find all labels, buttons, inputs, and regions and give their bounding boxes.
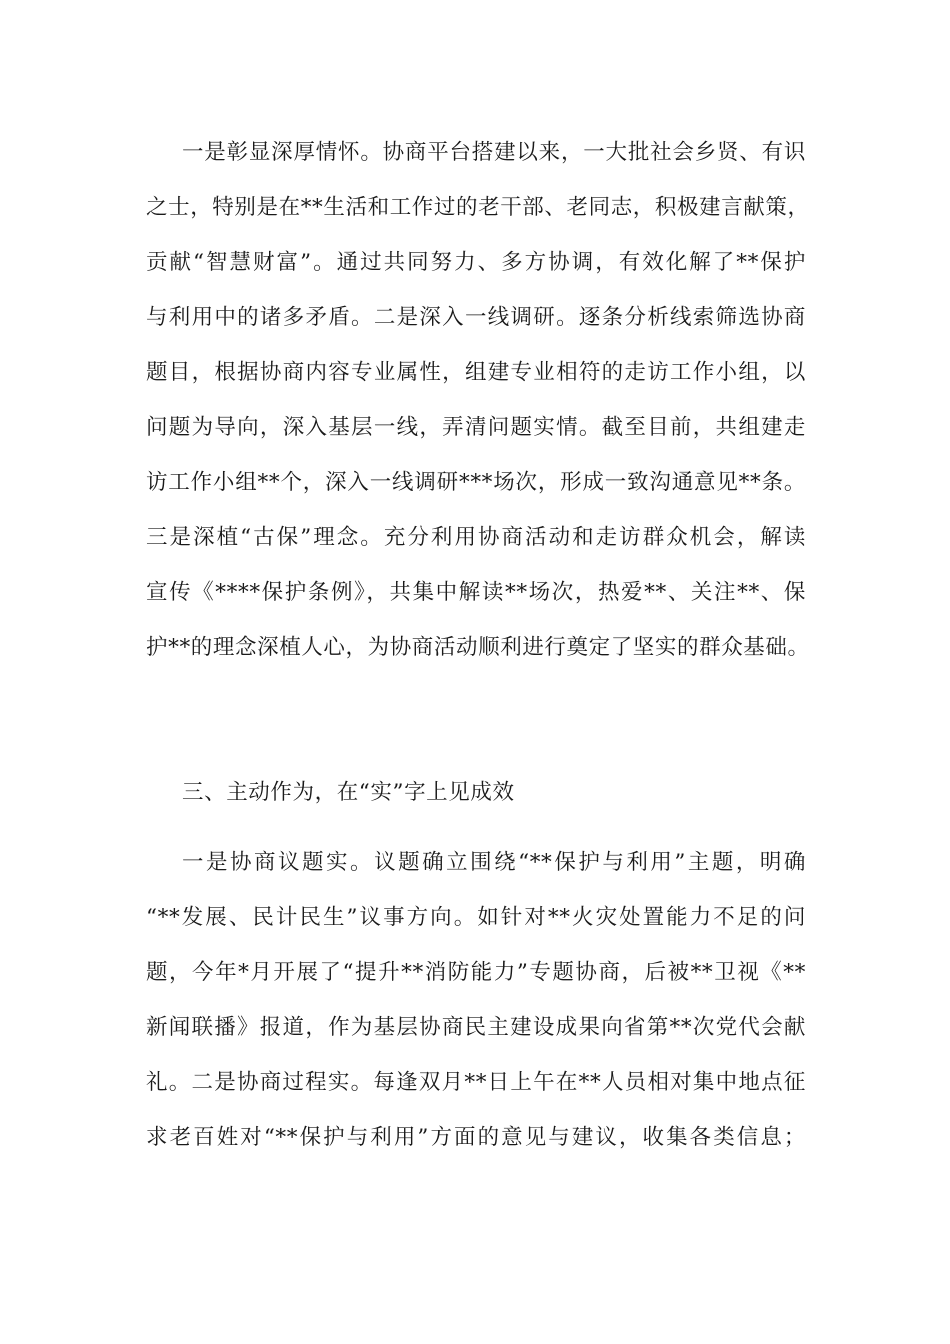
paragraph-2-line-4: 新闻联播》报道，作为基层协商民主建设成果向省第**次党代会献 — [146, 1015, 806, 1040]
paragraph-1-line-9: 宣传《****保护条例》，共集中解读**场次，热爱**、关注**、保 — [146, 580, 806, 605]
paragraph-1-line-1: 一是彰显深厚情怀。协商平台搭建以来，一大批社会乡贤、有识 — [182, 140, 806, 165]
paragraph-1-line-4: 与利用中的诸多矛盾。二是深入一线调研。逐条分析线索筛选协商 — [146, 305, 806, 330]
paragraph-1-line-10: 护**的理念深植人心，为协商活动顺利进行奠定了坚实的群众基础。 — [146, 635, 810, 660]
paragraph-2-line-3: 题，今年*月开展了“提升**消防能力”专题协商，后被**卫视《** — [146, 960, 806, 985]
paragraph-2-line-2: “**发展、民计民生”议事方向。如针对**火灾处置能力不足的问 — [146, 905, 806, 930]
paragraph-1-line-2: 之士，特别是在**生活和工作过的老干部、老同志，积极建言献策， — [146, 195, 810, 220]
paragraph-1-line-8: 三是深植“古保”理念。充分利用协商活动和走访群众机会，解读 — [146, 525, 806, 550]
paragraph-1-line-7: 访工作小组**个，深入一线调研***场次，形成一致沟通意见**条。 — [146, 470, 806, 495]
paragraph-1-line-5: 题目，根据协商内容专业属性，组建专业相符的走访工作小组，以 — [146, 360, 806, 385]
paragraph-1-line-6: 问题为导向，深入基层一线，弄清问题实情。截至目前，共组建走 — [146, 415, 806, 440]
section-heading: 三、主动作为，在“实”字上见成效 — [182, 780, 515, 805]
paragraph-1-line-3: 贡献“智慧财富”。通过共同努力、多方协调，有效化解了**保护 — [146, 250, 806, 275]
paragraph-2-line-5: 礼。二是协商过程实。每逢双月**日上午在**人员相对集中地点征 — [146, 1070, 806, 1095]
paragraph-2-line-6: 求老百姓对“**保护与利用”方面的意见与建议，收集各类信息； — [146, 1125, 806, 1150]
paragraph-2-line-1: 一是协商议题实。议题确立围绕“**保护与利用”主题，明确 — [182, 850, 806, 875]
